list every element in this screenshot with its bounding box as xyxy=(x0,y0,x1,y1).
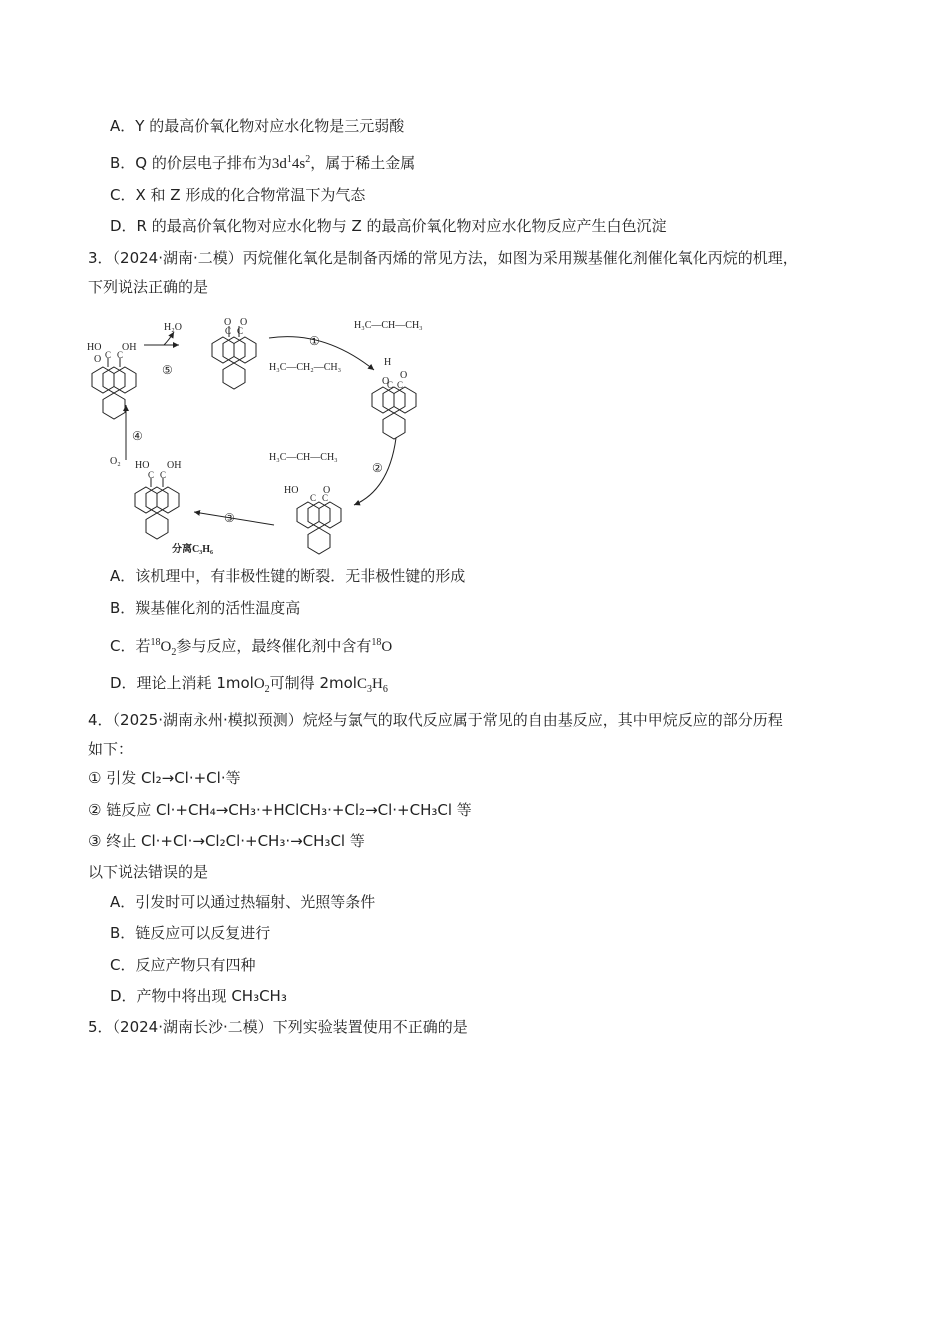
molecule-propane-complex xyxy=(354,320,423,439)
q4-ask: 以下说法错误的是 xyxy=(88,863,209,881)
q4-option-c: C．反应产物只有四种 xyxy=(110,956,256,974)
q2-option-a: A．Y 的最高价氧化物对应水化物是三元弱酸 xyxy=(110,117,405,135)
step5-label: ⑤ xyxy=(162,363,173,377)
svg-text:C: C xyxy=(397,380,404,390)
q4-step1: ① 引发 Cl₂→Cl·+Cl·等 xyxy=(88,769,241,787)
q4-step2: ② 链反应 Cl·+CH₄→CH₃·+HClCH₃·+Cl₂→Cl·+CH₃Cl 等 xyxy=(88,801,472,819)
svg-text:C: C xyxy=(237,326,244,336)
q4-stem-line2: 如下： xyxy=(88,740,134,758)
q3-option-b: B．羰基催化剂的活性温度高 xyxy=(110,599,301,617)
step2-label: ② xyxy=(372,461,383,475)
q3-stem-line1: 3．（2024·湖南·二模）丙烷催化氧化是制备丙烯的常见方法，如图为采用羰基催化剂催化氧化丙烷的机理， xyxy=(88,249,798,267)
svg-text:C: C xyxy=(148,470,155,480)
svg-text:O: O xyxy=(382,376,390,387)
svg-text:OH: OH xyxy=(122,342,137,353)
q3-stem-line2: 下列说法正确的是 xyxy=(88,278,209,296)
q4-step3: ③ 终止 Cl·+Cl·→Cl₂Cl·+CH₃·→CH₃Cl 等 xyxy=(88,832,365,850)
svg-text:HO: HO xyxy=(87,342,102,353)
separate-label: 分离C₃H₆ xyxy=(172,544,213,555)
molecule-diol xyxy=(135,460,181,539)
h2o-label: H₂O xyxy=(164,322,182,333)
svg-text:O: O xyxy=(94,354,102,365)
q3-option-d: D．理论上消耗 1molO$_2$可制得 $2molC_3H_6$ xyxy=(110,674,388,695)
q2-option-c: C．X 和 Z 形成的化合物常温下为气态 xyxy=(110,186,366,204)
q2-option-d: D．R 的最高价氧化物对应水化物与 Z 的最高价氧化物对应水化物反应产生白色沉淀 xyxy=(110,217,667,235)
molecule-propyl-radical xyxy=(269,452,341,554)
step3-label: ③ xyxy=(224,511,235,525)
step1-label: ① xyxy=(309,334,320,348)
svg-text:O: O xyxy=(400,370,408,381)
svg-text:O: O xyxy=(224,317,232,328)
svg-text:HO: HO xyxy=(284,485,299,496)
q5-stem: 5．（2024·湖南长沙·二模）下列实验装置使用不正确的是 xyxy=(88,1018,468,1036)
svg-text:C: C xyxy=(322,493,329,503)
svg-text:C: C xyxy=(225,326,232,336)
step4-label: ④ xyxy=(132,429,143,443)
svg-text:C: C xyxy=(105,350,112,360)
svg-text:O: O xyxy=(240,317,248,328)
svg-text:C: C xyxy=(117,350,124,360)
q4-option-b: B．链反应可以反复进行 xyxy=(110,924,271,942)
molecule-dione-top xyxy=(212,317,256,389)
q3-option-c: C．若$^{18}O_2$参与反应，最终催化剂中含有$^{18}$O xyxy=(110,637,393,658)
svg-text:OH: OH xyxy=(167,460,182,471)
molecule-diol-radical xyxy=(87,342,136,419)
svg-text:C: C xyxy=(160,470,167,480)
svg-text:C: C xyxy=(310,493,317,503)
svg-text:H₃C—CH—CH₃: H₃C—CH—CH₃ xyxy=(269,452,338,463)
o2-label: O₂ xyxy=(110,456,121,467)
svg-text:H₃C—CH—CH₃: H₃C—CH—CH₃ xyxy=(354,320,423,331)
q4-stem-line1: 4．（2025·湖南永州·模拟预测）烷烃与氯气的取代反应属于常见的自由基反应，其中甲烷反应的部分历程 xyxy=(88,711,783,729)
q4-option-d: D．产物中将出现 CH₃CH₃ xyxy=(110,987,287,1005)
svg-text:O: O xyxy=(323,485,331,496)
arrow-h2o-out xyxy=(164,332,174,345)
q3-option-a: A．该机理中，有非极性键的断裂．无非极性键的形成 xyxy=(110,567,466,585)
q4-option-a: A．引发时可以通过热辐射、光照等条件 xyxy=(110,893,376,911)
catalytic-mechanism-diagram xyxy=(84,300,454,562)
svg-text:C: C xyxy=(387,380,394,390)
svg-text:H: H xyxy=(384,357,392,368)
q2-option-b: B．Q 的价层电子排布为$3d^14s^2$，属于稀土金属 xyxy=(110,154,416,172)
svg-text:HO: HO xyxy=(135,460,150,471)
propane-label: H₃C—CH₂—CH₃ xyxy=(269,362,342,373)
